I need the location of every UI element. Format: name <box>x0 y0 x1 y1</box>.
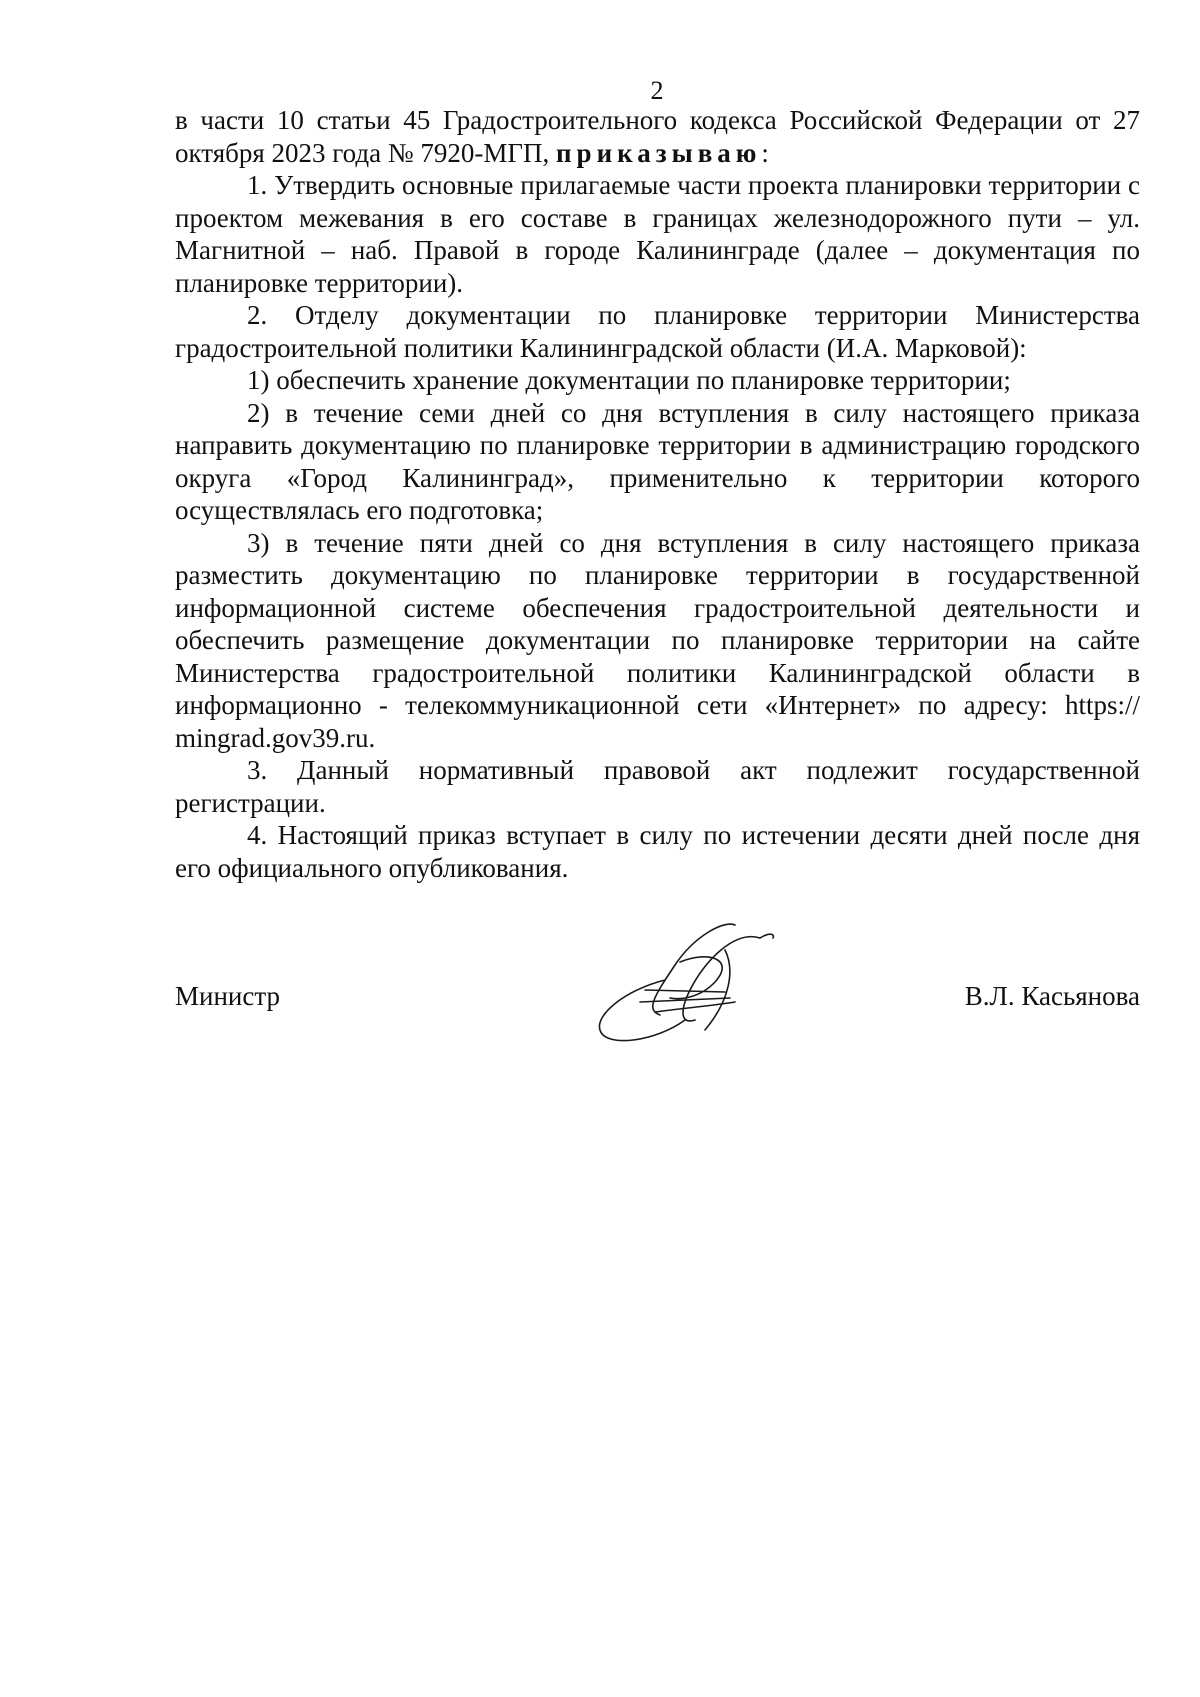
signatory-position: Министр <box>175 981 280 1011</box>
subclause-1-storage: 1) обеспечить хранение документации по планировке территории; <box>247 365 1011 395</box>
subclause-3-publish: 3) в течение пяти дней со дня вступления в силу настоящего приказа разместить документацию по планировке территории в государственной информационной системе обеспечения градостроительной деятельности и обеспечить размещение документации по планировке территории на сайте Министерства градостроительной политики Калининградской области в информационно - телекоммуникационной сети «Интернет» по адресу: https:// mingrad.gov39.ru. <box>175 527 1140 753</box>
clause-3-registration: 3. Данный нормативный правовой акт подлежит государственной регистрации. <box>175 755 1140 818</box>
clause-2-department: 2. Отделу документации по планировке территории Министерства градостроительной политики Калининградской области (И.А. Марковой): <box>175 300 1140 363</box>
clause-4-effective: 4. Настоящий приказ вступает в силу по истечении десяти дней после дня его официального опубликования. <box>175 820 1140 883</box>
order-body <box>175 104 1140 884</box>
signatory-name: В.Л. Касьянова <box>964 981 1140 1011</box>
lead-paragraph <box>175 104 1140 169</box>
lead-colon: : <box>761 137 769 168</box>
page-number: 2 <box>650 76 664 105</box>
lead-text: в части 10 статьи 45 Градостроительного кодекса Российской Федерации от 27 октября 2023 года № 7920-МГП, <box>175 105 1140 168</box>
subclause-2-send: 2) в течение семи дней со дня вступления в силу настоящего приказа направить документацию по планировке территории в администрацию городского округа «Город Калининград», применительно к территории которого осуществлялась его подготовка; <box>175 397 1140 525</box>
signature-block <box>175 980 1140 1040</box>
order-verb: приказываю <box>556 137 762 168</box>
clause-1-approve: 1. Утвердить основные прилагаемые части проекта планировки территории с проектом межевания в его составе в границах железнодорожного пути – ул. Магнитной – наб. Правой в городе Калининграде (далее – документация по планировке территории). <box>175 170 1140 298</box>
